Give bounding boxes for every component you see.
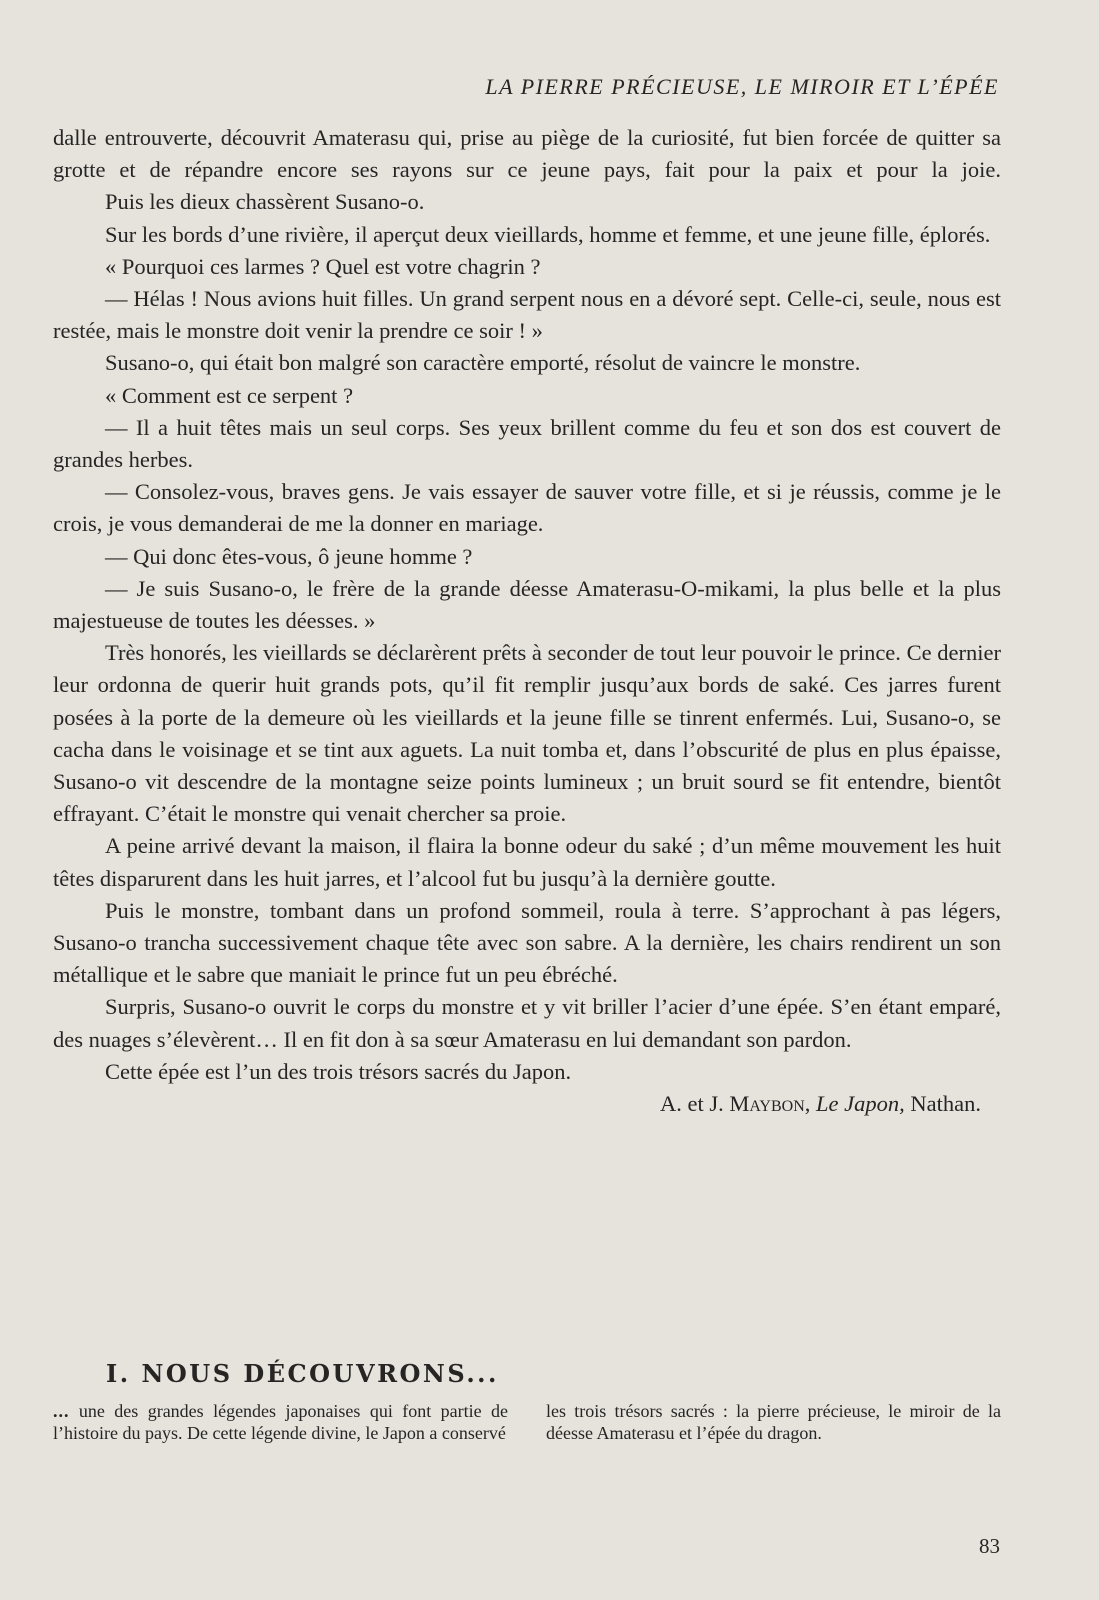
running-title: LA PIERRE PRÉCIEUSE, LE MIROIR ET L’ÉPÉE: [485, 74, 999, 99]
dialogue-line: « Pourquoi ces larmes ? Quel est votre chagrin ?: [105, 253, 541, 279]
intro-text: une des grandes légendes japonaises qui font partie de l’histoire du pays. De cette légende divine, le Japon a conservé: [53, 1401, 509, 1443]
paragraph: Sur les bords d’une rivière, il aperçut deux vieillards, homme et femme, et une jeune fille, éplorés.: [105, 221, 991, 247]
intro-columns: [53, 1400, 1001, 1444]
credit-authors: A. et J.: [659, 1091, 724, 1117]
paragraph: Cette épée est l’un des trois trésors sacrés du Japon.: [105, 1058, 572, 1084]
source-credit: [53, 1088, 1001, 1120]
credit-publisher: Nathan.: [910, 1091, 981, 1117]
credit-title: Le Japon,: [816, 1091, 905, 1117]
intro-text: les trois trésors sacrés : la pierre précieuse, le miroir de la déesse Amaterasu et l’épée du dragon.: [546, 1401, 1001, 1443]
paragraph: Puis les dieux chassèrent Susano-o.: [105, 189, 425, 215]
paragraph: Susano-o, qui était bon malgré son caractère emporté, résolut de vaincre le monstre.: [105, 350, 861, 376]
paragraph: A peine arrivé devant la maison, il flaira la bonne odeur du saké ; d’un même mouvement les huit têtes disparurent dans les huit jarres, et l’alcool fut bu jusqu’à la dernière goutte.: [53, 833, 1001, 891]
intro-column-right: [546, 1400, 1001, 1444]
paragraph: Puis le monstre, tombant dans un profond sommeil, roula à terre. S’approchant à pas légers, Susano-o trancha successivement chaque tête avec son sabre. A la dernière, les chairs rendirent un son métallique et le sabre que maniait le prince fut un peu ébréché.: [53, 897, 1001, 988]
dialogue-line: « Comment est ce serpent ?: [105, 382, 354, 408]
dialogue-line: — Je suis Susano-o, le frère de la grande déesse Amaterasu-O-mikami, la plus belle et la plus majestueuse de toutes les déesses. »: [53, 575, 1001, 634]
paragraph: Surpris, Susano-o ouvrit le corps du monstre et y vit briller l’acier d’une épée. S’en étant emparé, des nuages s’élevèrent… Il en fit don à sa sœur Amaterasu en lui demandant son pardon.: [53, 994, 1001, 1052]
paragraph: dalle entrouverte, découvrit Amaterasu qui, prise au piège de la curiosité, fut bien forcée de quitter sa grotte et de répandre encore ses rayons sur ce jeune pays, fait pour la paix et pour la joie.: [53, 125, 1001, 183]
intro-column-left: [53, 1400, 508, 1444]
section-heading: I. NOUS DÉCOUVRONS...: [106, 1359, 499, 1388]
dialogue-line: — Consolez-vous, braves gens. Je vais essayer de sauver votre fille, et si je réussis, comme je le crois, je vous demanderai de me la donner en mariage.: [53, 479, 1001, 537]
paragraph: Très honorés, les vieillards se déclarèrent prêts à seconder de tout leur pouvoir le prince. Ce dernier leur ordonna de querir huit grands pots, qu’il fit remplir jusqu’aux bords de saké. Ces jarres furent posées à la porte de la demeure où les vieillards et la jeune fille se tinrent enfermés. Lui, Susano-o, se cacha dans le voisinage et se tint aux aguets. La nuit tomba et, dans l’obscurité de plus en plus épaisse, Susano-o vit descendre de la montagne seize points lumineux ; un bruit sourd se fit entendre, bientôt effrayant. C’était le monstre qui venait chercher sa proie.: [53, 640, 1001, 827]
credit-name: Maybon,: [729, 1091, 811, 1117]
dialogue-line: — Qui donc êtes-vous, ô jeune homme ?: [105, 543, 473, 569]
dialogue-line: — Il a huit têtes mais un seul corps. Ses yeux brillent comme du feu et son dos est couvert de grandes herbes.: [53, 414, 1001, 473]
page-number: 83: [979, 1534, 1000, 1558]
dialogue-line: — Hélas ! Nous avions huit filles. Un grand serpent nous en a dévoré sept. Celle-ci, seule, nous est restée, mais le monstre doit venir la prendre ce soir ! »: [53, 286, 1001, 344]
ellipsis-lead: ...: [53, 1401, 70, 1421]
story-text: [53, 122, 1001, 1120]
